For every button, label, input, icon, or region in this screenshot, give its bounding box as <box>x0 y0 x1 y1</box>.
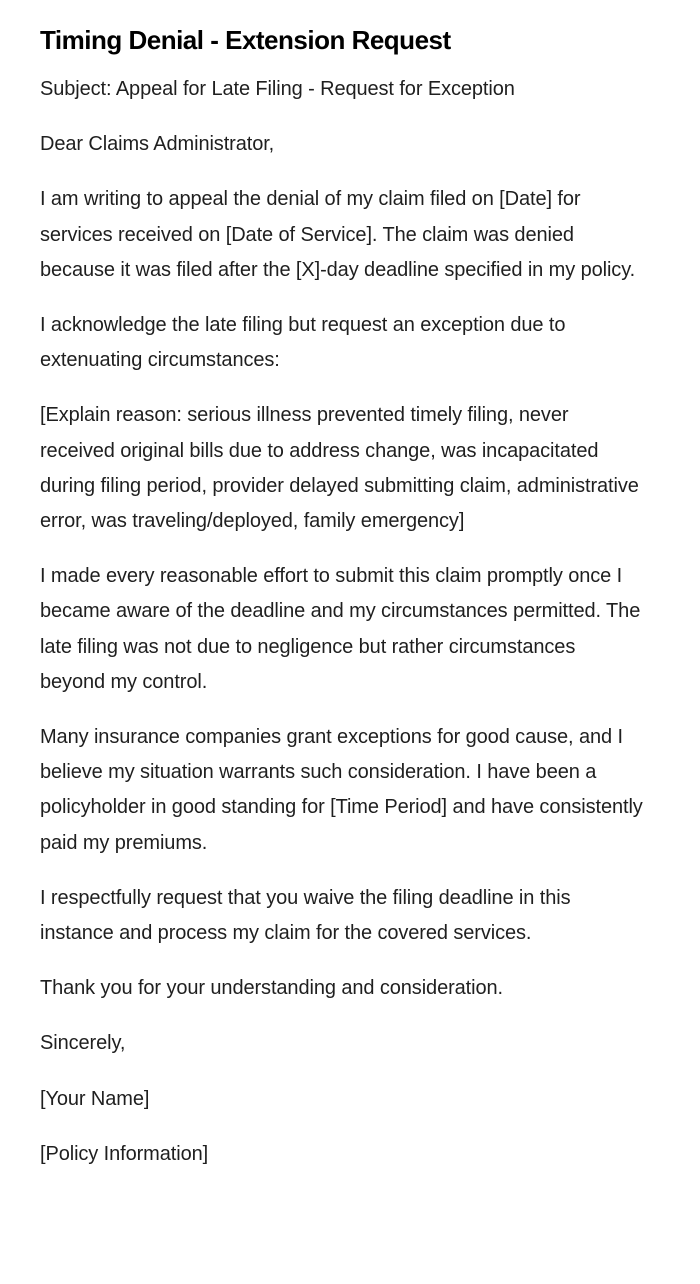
body-paragraph-intro: I am writing to appeal the denial of my claim filed on [Date] for services received on [Date of Service]. The claim was denied because it was filed after the [X]-day deadline specified in my policy. <box>40 188 636 281</box>
body-paragraph-reason: [Explain reason: serious illness prevented timely filing, never received original bills due to address change, was incapacitated during filing period, provider delayed submitting claim, administrative error, was traveling/deployed, family emergency] <box>40 404 639 533</box>
body-paragraph-acknowledgement: I acknowledge the late filing but request an exception due to extenuating circumstances: <box>40 314 566 372</box>
body-paragraph-good-standing: Many insurance companies grant exceptions for good cause, and I believe my situation warrants such consideration. I have been a policyholder in good standing for [Time Period] and have consistently paid my premiums. <box>40 726 643 854</box>
subject-line: Subject: Appeal for Late Filing - Request for Exception <box>40 78 515 100</box>
thank-you-line: Thank you for your understanding and consideration. <box>40 977 503 1000</box>
body-paragraph-effort: I made every reasonable effort to submit this claim promptly once I became aware of the deadline and my circumstances permitted. The late filing was not due to negligence but rather circumstances beyond my control. <box>40 565 641 693</box>
document-title: Timing Denial - Extension Request <box>40 25 451 55</box>
closing: Sincerely, <box>40 1032 126 1055</box>
salutation: Dear Claims Administrator, <box>40 133 275 156</box>
signature-policy-info: [Policy Information] <box>40 1142 209 1165</box>
signature-name: [Your Name] <box>40 1087 150 1110</box>
body-paragraph-request: I respectfully request that you waive the filing deadline in this instance and process my claim for the covered services. <box>40 886 571 945</box>
